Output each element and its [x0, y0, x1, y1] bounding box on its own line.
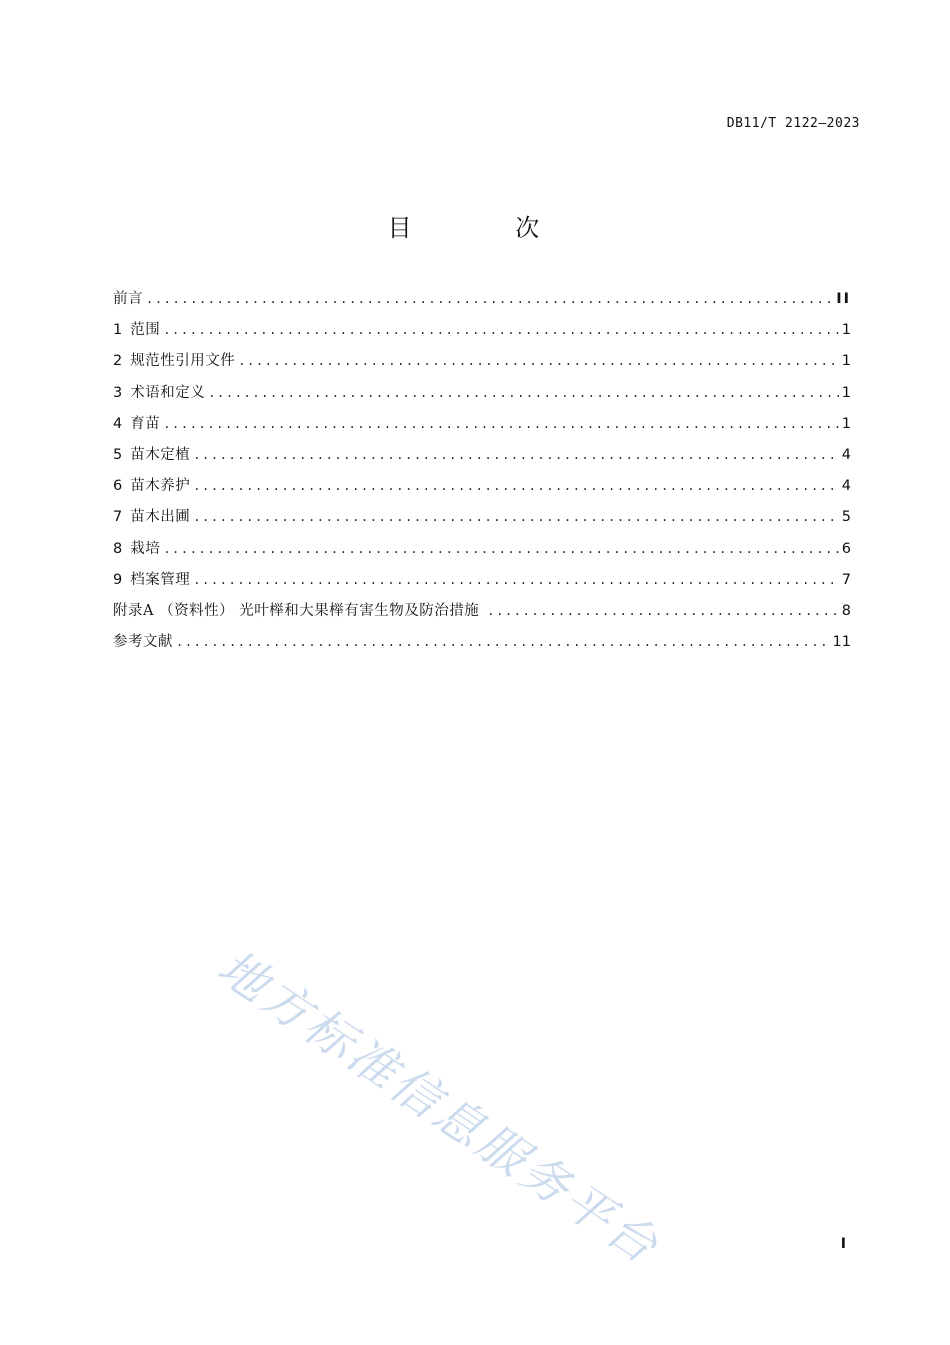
- toc-page-number: 5: [841, 509, 851, 526]
- toc-leader-dots: [163, 537, 839, 561]
- toc-entry-terms-definitions[interactable]: [113, 381, 851, 412]
- toc-page-number: 4: [841, 446, 851, 463]
- toc-entry-maintenance[interactable]: [113, 474, 851, 505]
- page-number: I: [840, 1236, 846, 1252]
- toc-leader-dots: [146, 287, 833, 311]
- toc-entry-number: 3: [113, 384, 123, 401]
- toc-entry-number: 2: [113, 353, 123, 370]
- toc-leader-dots: [163, 318, 839, 342]
- toc-entry-label: 苗木出圃: [130, 509, 191, 526]
- toc-entry-scope[interactable]: [113, 318, 851, 349]
- toc-entry-label: 附录A （资料性） 光叶榉和大果榉有害生物及防治措施: [113, 602, 485, 619]
- toc-leader-dots: [163, 412, 839, 436]
- toc-entry-label: 参考文献: [113, 634, 173, 651]
- toc-leader-dots: [176, 630, 830, 654]
- toc-leader-dots: [208, 381, 839, 405]
- toc-entry-label: 档案管理: [130, 571, 191, 588]
- toc-leader-dots: [193, 568, 839, 592]
- toc-entry-number: 7: [113, 509, 123, 526]
- toc-entry-number: 4: [113, 415, 123, 432]
- watermark-text: 地方标准信息服务平台: [207, 939, 670, 1277]
- toc-leader-dots: [193, 443, 839, 467]
- toc-leader-dots: [193, 474, 839, 498]
- toc-entry-cultivation[interactable]: [113, 537, 851, 568]
- toc-entry-appendix-a[interactable]: [113, 599, 851, 630]
- toc-page-number: 1: [841, 353, 851, 370]
- toc-entry-foreword[interactable]: [113, 287, 851, 318]
- toc-entry-number: 9: [113, 571, 123, 588]
- toc-page-number: 6: [841, 540, 851, 557]
- toc-entry-records[interactable]: [113, 568, 851, 599]
- toc-entry-number: 5: [113, 446, 123, 463]
- toc-page-number: 8: [841, 602, 851, 619]
- toc-entry-label: 前言: [113, 291, 143, 307]
- toc-entry-seedling-raising[interactable]: [113, 412, 851, 443]
- toc-page-number: 4: [841, 478, 851, 495]
- toc-page-number: 1: [841, 415, 851, 432]
- toc-entry-label: 栽培: [130, 540, 161, 557]
- toc-entry-label: 术语和定义: [130, 384, 206, 401]
- toc-entry-planting[interactable]: [113, 443, 851, 474]
- toc-leader-dots: [487, 599, 838, 623]
- toc-entry-normative-references[interactable]: [113, 349, 851, 380]
- toc-entry-number: 8: [113, 540, 123, 557]
- toc-page-number: II: [836, 291, 851, 307]
- toc-page-number: 7: [841, 571, 851, 588]
- toc-entry-label: 育苗: [130, 415, 161, 432]
- toc-entry-number: 1: [113, 322, 123, 339]
- toc-entry-label: 范围: [130, 322, 161, 339]
- toc-entry-label: 苗木养护: [130, 478, 191, 495]
- toc-entry-bibliography[interactable]: [113, 630, 851, 661]
- toc-page-number: 1: [841, 322, 851, 339]
- toc-page-number: 1: [841, 384, 851, 401]
- toc-page-number: 11: [832, 634, 851, 651]
- page-title: 目 次: [387, 214, 588, 242]
- toc-entry-label: 规范性引用文件: [130, 353, 236, 370]
- toc-entry-nursery-exit[interactable]: [113, 505, 851, 536]
- toc-leader-dots: [193, 505, 839, 529]
- table-of-contents: [113, 287, 851, 661]
- toc-entry-number: 6: [113, 478, 123, 495]
- document-code: DB11/T 2122—2023: [726, 116, 860, 131]
- toc-leader-dots: [238, 349, 839, 373]
- toc-entry-label: 苗木定植: [130, 446, 191, 463]
